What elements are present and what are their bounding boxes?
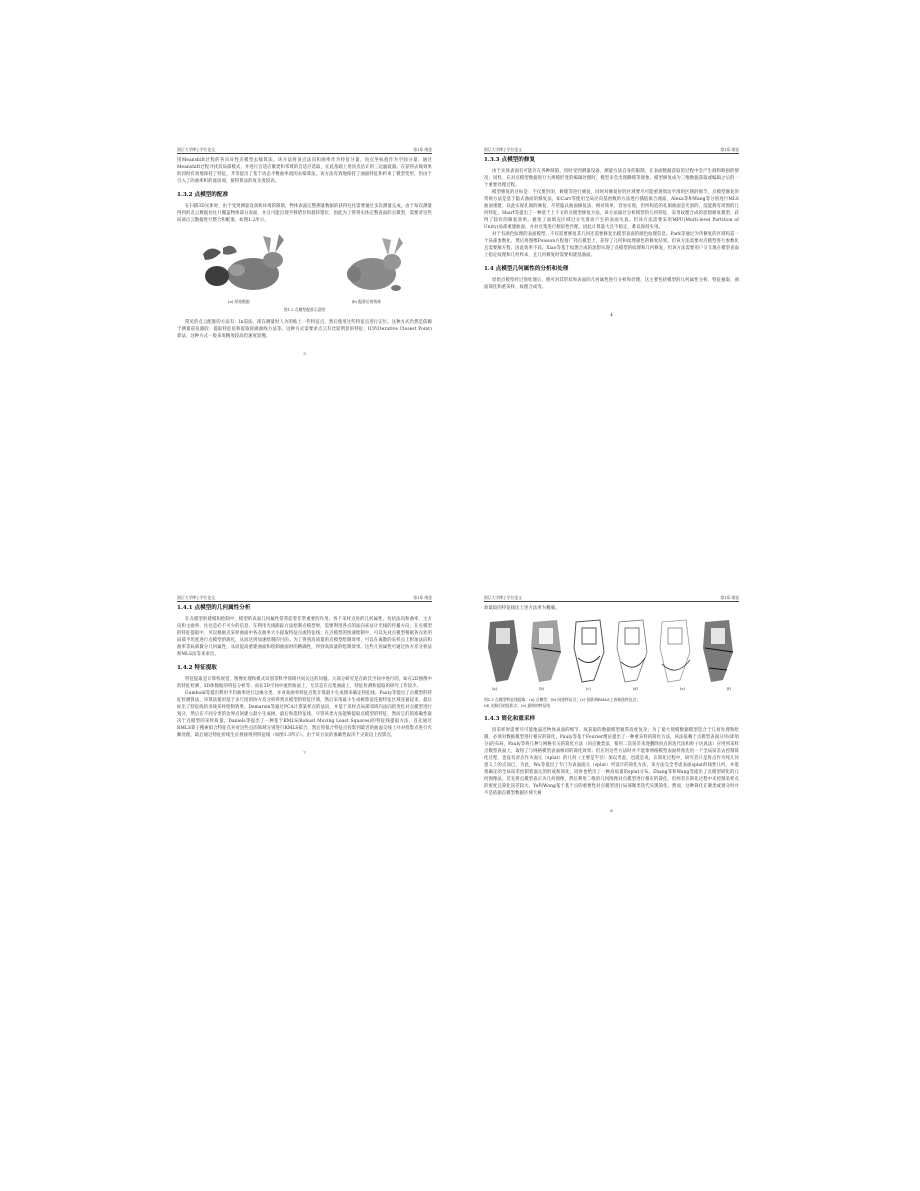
header-chapter: 第1章 绪论 (413, 147, 432, 152)
figure-caption: 图1.3 点模型特征线提取：(a) 点模型；(b) 网选特征点；(c) 投影到RMLS上的候选特征点； (484, 697, 641, 702)
figure-label-b: (b) 配准后的效果 (351, 299, 381, 304)
section-heading: 1.3.3 点模型的修复 (484, 157, 536, 163)
page-4 (484, 147, 739, 318)
figure-label: (a) (492, 687, 497, 691)
paragraph: 原始点模型经过预处理后，便可对其形状和表面的几何属性进行分析和处理，这主要包括模型的几何属性分析、特征抽取、曲面简化和重采样、纹理合成等。 (484, 278, 739, 290)
figure-sublabels (177, 298, 432, 305)
bunny-registered-image (336, 232, 416, 294)
figure-panel-b-image (527, 618, 567, 684)
page-7 (177, 595, 432, 756)
paragraph: 因采样时需要尽可能地逼近物体表面的细节，故获取的数据模型通常高度复杂；为了使大规模数据模型适合于几何处理和绘制，必须对数据模型进行相应的简化。Pauly等基于Fourier理论提出了一种重采样的简化方法，该法依赖于点模型表面分块(即划分)的布局，Pauly等将几种与网格有关的简化方法（顶点聚类法、使用二次误差来逐删除顶点的迭代法和粒子仿真法）应用到采样点模型表面上，取得了与网格模型表面相同的简化效果；但应用这些方法时并不能象网格模型表面样预先用一个全局误差去控制简化过程，也没有对点作为面元（splat）的几何（主要是半径）加以考虑，也就是说，在简化过程中，研究者只是将点作为纯几何意义上的点而已，为此，Wu等提出了专门为表面面元（splat）所设计的简化方法，该方法完全考虑表面splat的线性几何，并能将确定的全局误差控制着面元的形成和简化，同时也给出了一种高质量的splat分布。Zhang等和Wang等提出了点模型简化的几何图像法，首先将点模型表示为几何图像，然后利用二维的几何图像对点模型进行相应的简化。但两者在简化过程中未控制采样点的密度且简化误差较大。Yu和Wong基于基于点的重要性对点模型进行局部聚类迭代实现简化。然而，这种简化在聚类或划分时并不是依据点模型数据区域大树 (484, 728, 739, 796)
section-heading: 1.4.1 点模型的几何属性分析 (177, 605, 251, 611)
figure-panel-d-image (613, 618, 653, 684)
header-chapter: 第1章 绪论 (720, 595, 739, 600)
section-heading: 1.3.2 点模型的配准 (177, 192, 229, 198)
figure-label: (b) (538, 687, 545, 691)
header-chapter: 第1章 绪论 (413, 595, 432, 600)
page-header (484, 595, 739, 602)
page-number: 8 (610, 808, 613, 813)
figure-panel-f-image (699, 618, 739, 684)
header-school: 浙江大学博士学位论文 (177, 147, 215, 152)
figure-bunny-registration (177, 232, 432, 294)
figure-label: (e) (679, 687, 685, 691)
figure-sublabels (484, 686, 739, 693)
paragraph: 故最取的特征线比上述方法更为精确。 (484, 606, 560, 611)
figure-caption-continued: (d) 光顺后的投影点；(e) 最终的特征线 (484, 703, 551, 708)
header-school: 浙江大学博士学位论文 (177, 595, 215, 600)
page-header (177, 595, 432, 602)
header-school: 浙江大学博士学位论文 (484, 147, 522, 152)
page-header (177, 147, 432, 154)
page-3 (177, 147, 432, 357)
paragraph: 对于有颜色纹理的表面模型，不仅需要修复其几何还需要修复出模型表面的颜色纹理信息。Park等通过为待修复的区域构造一个局部参数化，然后将图像Poisson方程推广到点模型上，获得了几何和纹理颜色的修复结果。但该方法需要对点模型进行参数化且需要解方程，因此效率不高。Xiao等基于纹理合成的思想实现了点模型的纹理和几何修复，但该方法需要用户交互地在模型表面上指定纹理和几何样本，且几何修复时需要构建基曲面。 (484, 232, 739, 258)
page-number: 7 (303, 750, 306, 755)
figure-label: (c) (586, 687, 591, 691)
figure-label: (f) (726, 687, 731, 691)
paragraph: 常见的点云配准的方法有：In前法，即在测量时人为的贴上一些特征点，然后使用这些特征点进行定位。这种方式仍然是依赖于测量前仪器的；提取特征依和提取轮廓曲线方法等。这种方式需要求点云有比较明显的特征；ICP(Iterative Closest Point)算法，这种方式一般来说精度较高但速度较慢。 (177, 320, 432, 339)
figure-label: (d) (632, 687, 638, 691)
page-header (484, 147, 739, 154)
section-heading: 1.4.2 特征提取 (177, 665, 217, 671)
paragraph: 用Meanshift过程的各向异性点模型去噪算法。该方法将顶点法向和曲率作为特征分量，顶点坐标值作为空间分量，通过Meanshift过程寻找其局部模式，并进行自适应聚类和邻域的自适应选取，在此基础上用顶点估计的三边滤波器。在获得去噪效果的同时有效地保持了特征。齐等提出了基于动态平衡曲率流的去噪算法，该方法有效地保持了曲面特征和约束了模型变形，但由于引入了的曲率积的流动项，使得算法的复杂度较高。 (177, 158, 432, 184)
paragraph: 在点模型的建模和绘制中，模型的表面几何属性常常起着非常重要的作用。各个采样点处的几何属性，包括法向和曲率、主方向和主曲率，往往是必不可少的信息。在利用光线跟踪方法绘制点模型时，需要利用各点的法向来估计光线的传播方向；在点模型的特征提取中，可以根据点采样曲面中各点曲率大小提取特征点或特征线；在点模型的快速绘制中，可以先对点模型根据各点处的局部平坦度进行点模型的简化，从而达到加速绘制的目的。为了得到高质量的点模型绘制效果，可以在离散的采样点上附加法向和曲率等局部微分几何属性，从而提高重建曲面和绘制曲面时的精确性，得到高质量的绘制效果。这些几何属性可通过协方差分析法和MLS法等来求出。 (177, 617, 432, 657)
header-school: 浙江大学博士学位论文 (484, 595, 522, 600)
page-8 (484, 595, 739, 814)
figure-feature-lines (484, 618, 739, 684)
figure-panel-a-image (484, 618, 524, 684)
figure-panel-c-image (570, 618, 610, 684)
paragraph: 由于实体表面有可能存在各种缺陷，同时受到测量设备、测量方法自身的限制，在表面数据获取的过程中会产生洞和缺损的情况；同样，在对点模型数据进行大规模形变的编辑处理时，模型多会出现撕缝等现象。模型修复成为三维数据获取或编辑之后的一个重要处理过程。 (484, 169, 739, 188)
figure-label-a: (a) 原始数据 (227, 299, 250, 304)
paragraph: 在扫描3D实体时，由于受到测量设备和环境的限制，物体表面完整测量数据的获得往往需要通过多次测量完成。由于每次测量得到的点云数据往往只覆盖物体部分表面，并且可能出现平移错位和旋转错位，因此为了得到实体完整表面的点模型，需要对这些局部点云数据进行整合和配准，如图1.2所示。 (177, 204, 432, 223)
section-heading: 1.4.3 简化和重采样 (484, 716, 536, 722)
bunny-raw-scans-image (193, 232, 303, 294)
paragraph: Gumhold等提出利用平均曲率进行边缘分类，并对高曲率特征点集计算最小生成图来确定特征线；Pauly等提出了点模型的特征检测算法，该算法使用基于多尺度的协方差分析得到点模型的特征区域，然后采用最小生成树算法连接特征区域连通起来，最后标出了特征线的多线采样绘制效果。Demarsin等通过PCA计算某样点的法向，并基于采样点局部邻域内法向的变化对点模型进行划分，然后在不同分类的边界点间建立最小生成树，最后和选特征线，尽管该类方法能够提取点模型的特征，然而它们的准确性取决于点模型的采样质量。Daniels等提出了一种基于RMLS(Robust Moving Least Squares)的特征线提取方法，首先通过RMLS算子搜索拟合特征点并对这些点的领域分别进行RMLS拟合，然后将拟合特征点投影到最近的曲面交线上并对投影点进行光顺处理，最后通过特征折线生长拼接得到特征线（如图1.3所示）。由于该方法的准确性取决于尖锐边上投影点， (177, 691, 432, 738)
paragraph: 模型修复的目标是：不仅要封闭、修缝等进行修复，同时对修复好的区域要尽可能重现周边平滑的区域的细节，点模型修复的常规方法是基于隐式曲面的修复法，如Carr等使用全局径向基函数的方法进行插值拟合曲面，Alexa等和Wang等分别进行MLS曲面重建，以此实现孔洞的修复，尽管隐式曲面修复法，相对简单、容易实现，但所构造的孔洞曲面是光滑的，没能拥有周围的几何特征。Sharf等提出了一种基于上下文的点模型修复方法，该方法通过分析模型的几何特征，采用纹理合成的思想修复模型，获得了较好的修复效果。避免了面填充区域过分光滑而产生的表面失真。但该方法需要采用MPU(Multi-level Partition of Unity)局部重建曲面，并对点集进行相似性匹配，因此计算量大且不稳定，难以保持实用。 (484, 190, 739, 230)
page-number: 3 (303, 351, 306, 356)
figure-panel-e-image (656, 618, 696, 684)
figure-caption: 图1.2 点模型配准示意图 (283, 307, 326, 312)
page-number: 4 (610, 312, 613, 317)
section-heading: 1.4 点模型几何属性的分析和处理 (484, 266, 569, 272)
header-chapter: 第1章 绪论 (720, 147, 739, 152)
paragraph: 特征提取是计算机视觉、图像处理和模式识别等科学领域共同关注的问题。大部分研究是在欧氏空间中进行的，如在2D图像中的特征检测、3D体数据的特征分析等；而在3D空间中流形曲面上，尤其是在点集曲面上，特征检测和提取的研究工作较少。 (177, 677, 432, 689)
